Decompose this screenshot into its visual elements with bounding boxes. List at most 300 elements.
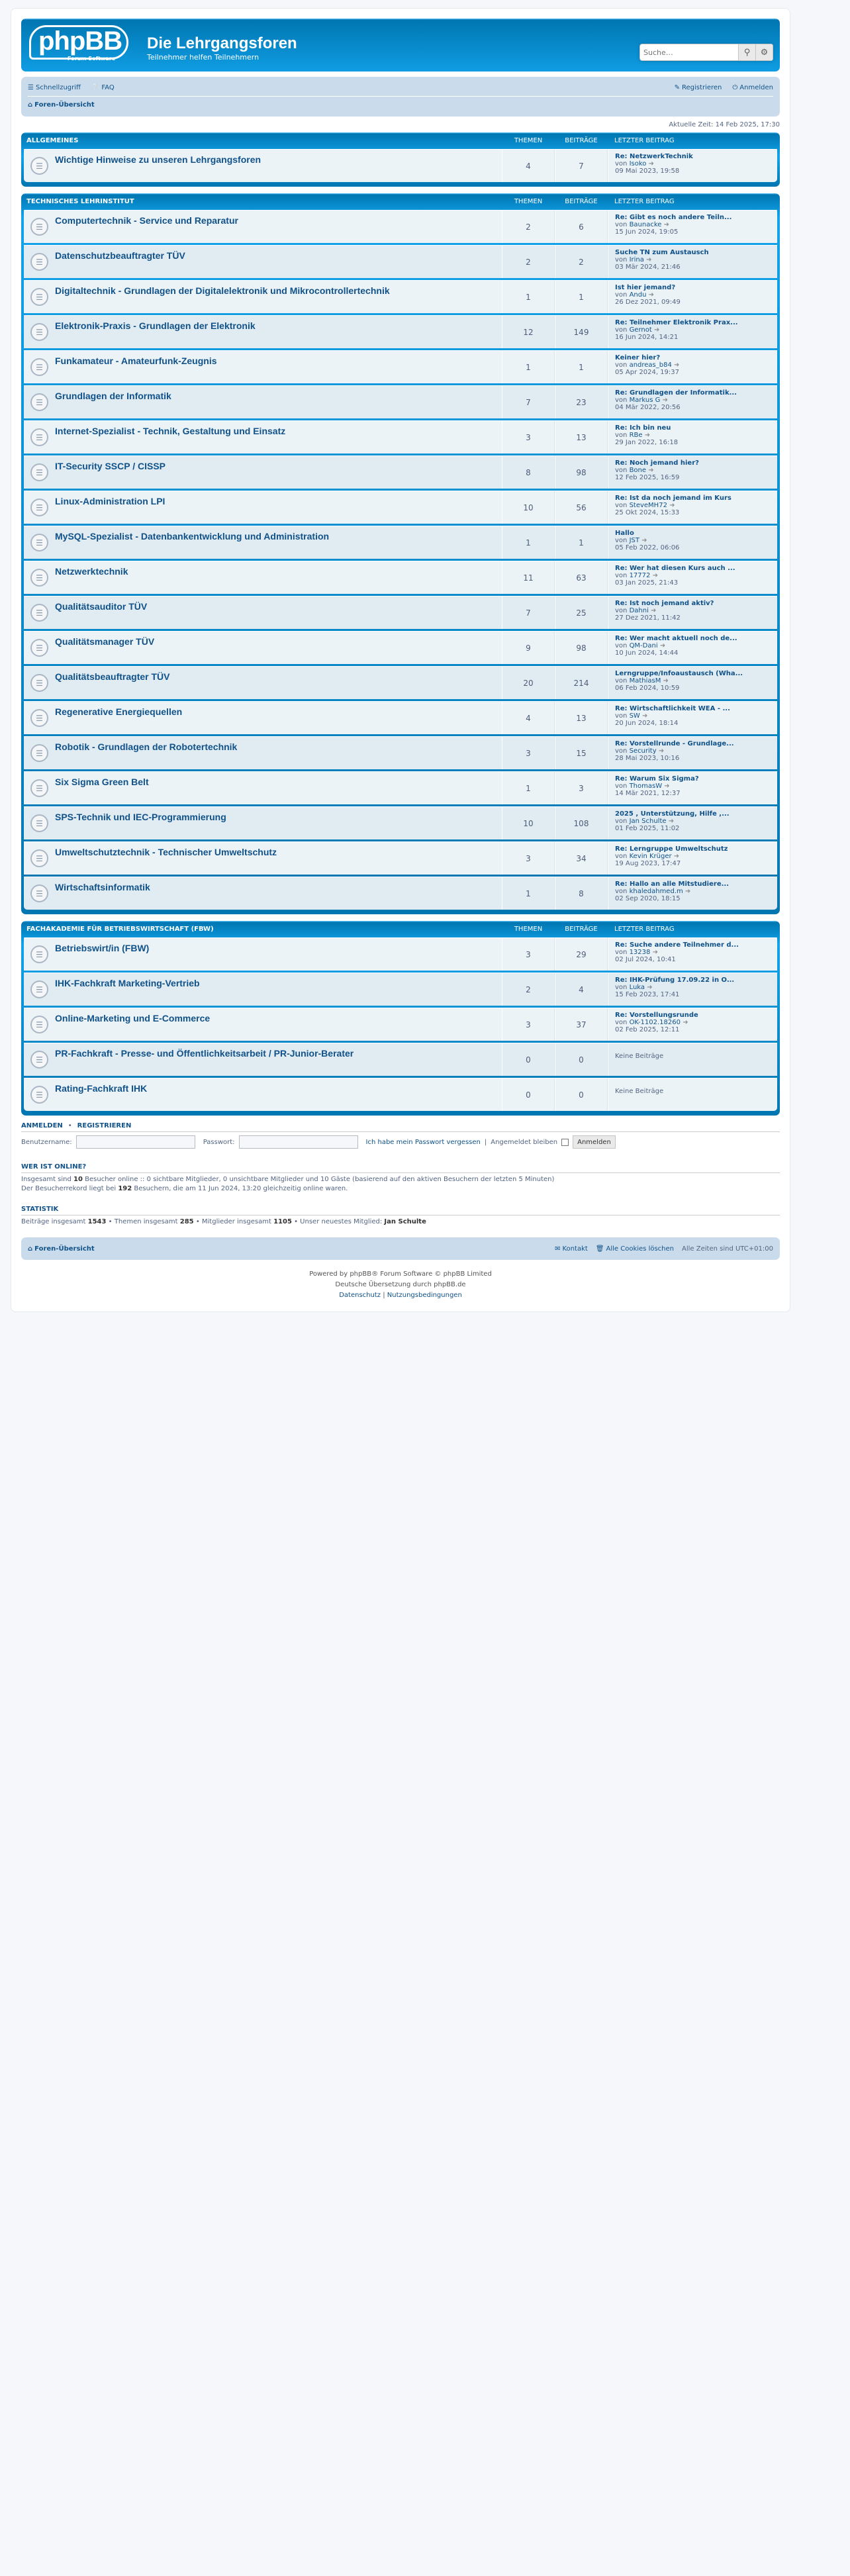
forum-category [21, 193, 780, 914]
forum-title-link[interactable]: PR-Fachkraft - Presse- und Öffentlichkeitsarbeit / PR-Junior-Berater [55, 1048, 354, 1059]
goto-post-icon[interactable]: ➜ [648, 467, 654, 474]
last-post-author-link[interactable]: andreas_b84 [629, 361, 672, 369]
forum-posts-count: 0 [555, 1078, 608, 1111]
forum-title-link[interactable]: Grundlagen der Informatik [55, 391, 171, 401]
by-label: von [615, 853, 628, 860]
forum-topics-count: 0 [502, 1078, 555, 1111]
last-post-author-link[interactable]: ThomasW [629, 783, 663, 790]
forum-row [24, 420, 777, 453]
username-field[interactable] [76, 1135, 195, 1149]
category-title[interactable]: TECHNISCHES LEHRINSTITUT [26, 197, 134, 205]
goto-post-icon[interactable]: ➜ [647, 984, 653, 991]
forum-read-icon: ☰ [30, 639, 48, 657]
by-label: von [615, 818, 628, 825]
goto-post-icon[interactable]: ➜ [683, 1019, 688, 1026]
last-post-date: 27 Dez 2021, 11:42 [615, 614, 681, 622]
forum-read-icon: ☰ [30, 1086, 48, 1104]
forum-topics-count: 3 [502, 737, 555, 769]
last-post [608, 421, 777, 453]
by-label: von [615, 160, 628, 167]
goto-post-icon[interactable]: ➜ [685, 888, 691, 895]
by-label: von [615, 984, 628, 991]
contact-link[interactable] [555, 1245, 588, 1253]
last-post [608, 938, 777, 971]
last-post-author-link[interactable]: Security [629, 747, 657, 755]
site-description: Teilnehmer helfen Teilnehmern [147, 53, 260, 62]
last-post [608, 491, 777, 524]
record-text-a: Der Besucherrekord liegt bei [21, 1185, 118, 1192]
col-last-header: LETZTER BEITRAG [614, 925, 675, 933]
forum-title-link[interactable]: Qualitätsmanager TÜV [55, 636, 155, 647]
forgot-password-link[interactable]: Ich habe mein Passwort vergessen [365, 1138, 481, 1146]
forum-title-link[interactable]: IHK-Fachkraft Marketing-Vertrieb [55, 978, 200, 988]
gear-icon: ⚙ [760, 47, 769, 58]
last-post-title-link[interactable]: Re: IHK-Prüfung 17.09.22 in O... [615, 977, 735, 984]
forum-row [24, 526, 777, 559]
last-post-title-link[interactable]: Lerngruppe/Infoaustausch (Wha... [615, 670, 743, 677]
current-time: Aktuelle Zeit: 14 Feb 2025, 17:30 [669, 121, 780, 128]
forum-read-icon: ☰ [30, 744, 48, 762]
last-post [608, 150, 777, 182]
forum-posts-count: 56 [555, 491, 608, 524]
header-bar [21, 19, 780, 72]
edit-icon: ✎ [674, 83, 681, 91]
who-online-text-b: Besucher online :: 0 sichtbare Mitglieder, 0 unsichtbare Mitglieder und 10 Gäste (basierend auf den aktiven Besuchern der letzten 5 Minuten) [82, 1176, 555, 1183]
last-post-date: 19 Aug 2023, 17:47 [615, 860, 681, 867]
by-label: von [615, 361, 628, 369]
last-post [608, 561, 777, 594]
last-post-author-link[interactable]: Andu [629, 291, 647, 299]
last-post [608, 246, 777, 278]
col-last-header: LETZTER BEITRAG [614, 197, 675, 205]
no-posts-text: Keine Beiträge [615, 1053, 664, 1060]
forum-title-link[interactable]: Qualitätsbeauftragter TÜV [55, 671, 170, 682]
forum-title-link[interactable]: Betriebswirt/in (FBW) [55, 943, 150, 953]
forum-posts-count: 34 [555, 842, 608, 875]
forum-topics-count: 7 [502, 386, 555, 418]
password-field[interactable] [239, 1135, 358, 1149]
forum-posts-count: 98 [555, 632, 608, 664]
last-post-author-link[interactable]: Dahni [629, 607, 649, 614]
forum-title-link[interactable]: Internet-Spezialist - Technik, Gestaltung und Einsatz [55, 426, 286, 436]
last-post-title-link[interactable]: Re: Wirtschaftlichkeit WEA - ... [615, 705, 730, 712]
last-post-author-link[interactable]: Luka [629, 984, 645, 991]
col-topics-header: THEMEN [514, 925, 543, 933]
last-post-author-link[interactable]: Irina [629, 256, 644, 263]
last-post [608, 386, 777, 418]
navbar [21, 77, 780, 117]
last-post-author-link[interactable]: 13238 [629, 949, 651, 956]
forum-title-link[interactable]: Regenerative Energiequellen [55, 706, 183, 717]
forum-title-link[interactable]: Six Sigma Green Belt [55, 777, 149, 787]
forum-row [24, 491, 777, 524]
forum-title-link[interactable]: Rating-Fachkraft IHK [55, 1083, 148, 1094]
last-post [608, 281, 777, 313]
site-title[interactable]: Die Lehrgangsforen [147, 34, 297, 52]
col-posts-header: BEITRÄGE [565, 197, 598, 205]
last-post-date: 03 Mär 2024, 21:46 [615, 263, 681, 271]
last-post-title-link[interactable]: 2025 , Unterstützung, Hilfe ,... [615, 810, 730, 818]
goto-post-icon[interactable]: ➜ [652, 949, 658, 956]
last-post-author-link[interactable]: SteveMH72 [629, 502, 667, 509]
by-label: von [615, 607, 628, 614]
forum-posts-count: 7 [555, 150, 608, 182]
newest-member-link[interactable]: Jan Schulte [384, 1218, 426, 1225]
goto-post-icon[interactable]: ➜ [652, 572, 658, 579]
forum-title-link[interactable]: Wirtschaftsinformatik [55, 882, 150, 892]
last-post [608, 772, 777, 804]
register-label: Registrieren [682, 83, 722, 91]
login-link[interactable] [732, 84, 773, 91]
search-icon: ⚲ [743, 47, 751, 58]
goto-post-icon[interactable]: ➜ [653, 326, 660, 334]
last-post [608, 702, 777, 734]
category-title[interactable]: FACHAKADEMIE FÜR BETRIEBSWIRTSCHAFT (FBW) [26, 925, 214, 933]
forum-read-icon: ☰ [30, 218, 48, 236]
goto-post-icon[interactable]: ➜ [673, 853, 680, 860]
forum-read-icon: ☰ [30, 674, 48, 692]
forum-read-icon: ☰ [30, 393, 48, 411]
forum-row [24, 806, 777, 839]
last-post [608, 526, 777, 559]
forum-topics-count: 2 [502, 211, 555, 243]
separator: | [484, 1138, 487, 1146]
home-icon: ⌂ [28, 101, 33, 109]
forum-read-icon: ☰ [30, 980, 48, 998]
forum-topics-count: 8 [502, 456, 555, 489]
forum-posts-count: 0 [555, 1043, 608, 1076]
login-links [21, 1122, 780, 1129]
forum-category [21, 132, 780, 187]
logo-text: phpBB [38, 26, 122, 56]
forum-title-link[interactable]: IT-Security SSCP / CISSP [55, 461, 166, 471]
separator: • [68, 1122, 72, 1129]
forum-posts-count: 37 [555, 1008, 608, 1041]
forum-row [24, 245, 777, 278]
last-post-title-link[interactable]: Re: Lerngruppe Umweltschutz [615, 845, 728, 853]
forum-row [24, 771, 777, 804]
forum-posts-count: 149 [555, 316, 608, 348]
forum-row [24, 210, 777, 243]
forum-title-link[interactable]: Computertechnik - Service und Reparatur [55, 215, 238, 226]
forum-row [24, 1008, 777, 1041]
goto-post-icon[interactable]: ➜ [659, 642, 666, 649]
last-post [608, 973, 777, 1006]
last-post-title-link[interactable]: Re: Warum Six Sigma? [615, 775, 699, 783]
copyright [21, 1269, 780, 1301]
forum-topics-count: 4 [502, 150, 555, 182]
col-posts-header: BEITRÄGE [565, 925, 598, 933]
forum-row [24, 315, 777, 348]
by-label: von [615, 747, 628, 755]
goto-post-icon[interactable]: ➜ [648, 160, 654, 167]
goto-post-icon[interactable]: ➜ [642, 712, 648, 720]
powered-by: Powered by phpBB® Forum Software © phpBB Limited [309, 1270, 492, 1278]
forum-read-icon: ☰ [30, 288, 48, 306]
goto-post-icon[interactable]: ➜ [669, 502, 675, 509]
last-post-title-link[interactable]: Re: Gibt es noch andere Teiln... [615, 214, 732, 221]
last-post-title-link[interactable]: Re: Wer macht aktuell noch de... [615, 635, 737, 642]
forum-title-link[interactable]: Qualitätsauditor TÜV [55, 601, 148, 612]
search-button[interactable] [739, 44, 756, 61]
last-post-author-link[interactable]: QM-Dani [629, 642, 658, 649]
last-post-author-link[interactable]: Baunacke [629, 221, 662, 228]
register-header-link[interactable]: REGISTRIEREN [77, 1122, 132, 1129]
forum-title-link[interactable]: Wichtige Hinweise zu unseren Lehrgangsforen [55, 154, 261, 165]
forum-row [24, 937, 777, 971]
stat-members: 1105 [273, 1218, 292, 1225]
last-post-title-link[interactable]: Suche TN zum Austausch [615, 249, 709, 256]
last-post-title-link[interactable]: Re: Vorstellrunde - Grundlage... [615, 740, 734, 747]
forum-title-link[interactable]: Netzwerktechnik [55, 566, 128, 577]
forum-read-icon: ☰ [30, 849, 48, 867]
goto-post-icon[interactable]: ➜ [641, 537, 647, 544]
forum-row [24, 350, 777, 383]
forum-posts-count: 108 [555, 807, 608, 839]
last-post [608, 316, 777, 348]
forum-row [24, 666, 777, 699]
forum-title-link[interactable]: Robotik - Grundlagen der Robotertechnik [55, 741, 238, 752]
quicklinks-menu[interactable] [28, 84, 81, 91]
terms-link[interactable]: Nutzungsbedingungen [387, 1292, 462, 1299]
forum-posts-count: 2 [555, 246, 608, 278]
category-title[interactable]: ALLGEMEINES [26, 136, 79, 144]
by-label: von [615, 537, 628, 544]
forum-posts-count: 23 [555, 386, 608, 418]
last-post [608, 667, 777, 699]
forum-topics-count: 10 [502, 807, 555, 839]
last-post-date: 12 Feb 2025, 16:59 [615, 474, 680, 481]
last-post-title-link[interactable]: Re: Grundlagen der Informatik... [615, 389, 737, 397]
forum-title-link[interactable]: SPS-Technik und IEC-Programmierung [55, 812, 226, 822]
who-online-text-a: Insgesamt sind [21, 1176, 74, 1183]
who-online-text [21, 1175, 780, 1194]
last-post-title-link[interactable]: Re: Noch jemand hier? [615, 459, 699, 467]
category-header [24, 195, 777, 208]
forum-row [24, 1078, 777, 1111]
last-post-title-link[interactable]: Re: Wer hat diesen Kurs auch ... [615, 565, 735, 572]
forum-topics-count: 9 [502, 632, 555, 664]
last-post-title-link[interactable]: Re: Ist da noch jemand im Kurs [615, 495, 732, 502]
last-post-title-link[interactable]: Ist hier jemand? [615, 284, 676, 291]
goto-post-icon[interactable]: ➜ [663, 677, 669, 685]
forum-topics-count: 12 [502, 316, 555, 348]
category-header [24, 134, 777, 147]
last-post-author-link[interactable]: SW [629, 712, 640, 720]
last-post-author-link[interactable]: Bone [629, 467, 647, 474]
last-post-title-link[interactable]: Re: Suche andere Teilnehmer d... [615, 941, 739, 949]
statistics-text [21, 1217, 780, 1227]
last-post-date: 29 Jan 2022, 16:18 [615, 439, 679, 446]
power-icon: ⏻ [732, 83, 738, 91]
forum-posts-count: 1 [555, 526, 608, 559]
login-submit-button[interactable]: Anmelden [573, 1135, 616, 1149]
goto-post-icon[interactable]: ➜ [648, 291, 655, 299]
goto-post-icon[interactable]: ➜ [644, 432, 651, 439]
col-topics-header: THEMEN [514, 197, 543, 205]
forum-row [24, 385, 777, 418]
last-post [608, 877, 777, 910]
breadcrumb-label: Foren-Übersicht [34, 101, 95, 109]
last-post-author-link[interactable]: JST [629, 537, 639, 544]
last-post-author-link[interactable]: Jan Schulte [629, 818, 667, 825]
forum-read-icon: ☰ [30, 884, 48, 902]
forum-read-icon: ☰ [30, 534, 48, 551]
forum-topics-count: 2 [502, 246, 555, 278]
timezone-text: Alle Zeiten sind UTC+01:00 [682, 1245, 773, 1253]
stat-topics-label: • Themen insgesamt [106, 1218, 180, 1225]
last-post-author-link[interactable]: khaledahmed.m [629, 888, 683, 895]
privacy-link[interactable]: Datenschutz [339, 1292, 381, 1299]
trash-icon: 🗑 [595, 1245, 604, 1253]
by-label: von [615, 712, 628, 720]
faq-link[interactable] [91, 84, 115, 91]
forum-read-icon: ☰ [30, 1016, 48, 1033]
forum-topics-count: 3 [502, 1008, 555, 1041]
translation-credit: Deutsche Übersetzung durch phpBB.de [335, 1281, 466, 1288]
last-post-date: 06 Feb 2024, 10:59 [615, 685, 680, 692]
remember-checkbox[interactable] [561, 1139, 569, 1146]
last-post-date: 02 Jul 2024, 10:41 [615, 956, 676, 963]
forum-read-icon: ☰ [30, 779, 48, 797]
last-post-date: 09 Mai 2023, 19:58 [615, 167, 680, 175]
last-post [608, 456, 777, 489]
by-label: von [615, 502, 628, 509]
goto-post-icon[interactable]: ➜ [646, 256, 652, 263]
goto-post-icon[interactable]: ➜ [658, 747, 665, 755]
last-post-title-link[interactable]: Re: Ich bin neu [615, 424, 671, 432]
by-label: von [615, 888, 628, 895]
last-post-title-link[interactable]: Keiner hier? [615, 354, 661, 361]
breadcrumb-home[interactable] [28, 101, 95, 109]
question-icon: ❔ [91, 83, 100, 91]
by-label: von [615, 256, 628, 263]
by-label: von [615, 432, 628, 439]
col-last-header: LETZTER BEITRAG [614, 136, 675, 144]
by-label: von [615, 572, 628, 579]
by-label: von [615, 783, 628, 790]
last-post-title-link[interactable]: Hallo [615, 530, 634, 537]
last-post-date: 15 Feb 2023, 17:41 [615, 991, 680, 998]
last-post-author-link[interactable]: OK-1102.18260 [629, 1019, 681, 1026]
last-post-title-link[interactable]: Re: Vorstellungsrunde [615, 1012, 698, 1019]
forum-read-icon: ☰ [30, 945, 48, 963]
forum-topics-count: 3 [502, 842, 555, 875]
stat-members-label: • Mitglieder insgesamt [193, 1218, 274, 1225]
forum-read-icon: ☰ [30, 709, 48, 727]
last-post-date: 05 Apr 2024, 19:37 [615, 369, 680, 376]
search-input[interactable] [639, 44, 739, 61]
forum-posts-count: 25 [555, 596, 608, 629]
goto-post-icon[interactable]: ➜ [651, 607, 657, 614]
last-post-title-link[interactable]: Re: NetzwerkTechnik [615, 153, 693, 160]
last-post-author-link[interactable]: Isoko [629, 160, 647, 167]
forum-title-link[interactable]: Online-Marketing und E-Commerce [55, 1013, 211, 1024]
forum-title-link[interactable]: Umweltschutztechnik - Technischer Umweltschutz [55, 847, 277, 857]
forum-posts-count: 6 [555, 211, 608, 243]
forum-title-link[interactable]: Linux-Administration LPI [55, 496, 165, 506]
footer-navbar [21, 1237, 780, 1260]
by-label: von [615, 467, 628, 474]
goto-post-icon[interactable]: ➜ [663, 221, 670, 228]
by-label: von [615, 291, 628, 299]
last-post-date: 02 Sep 2020, 18:15 [615, 895, 681, 902]
forum-title-link[interactable]: MySQL-Spezialist - Datenbankentwicklung und Administration [55, 531, 330, 542]
footer-breadcrumb-home[interactable] [28, 1245, 95, 1253]
last-post-author-link[interactable]: Markus G [629, 397, 661, 404]
last-post [608, 596, 777, 629]
who-online-title[interactable]: WER IST ONLINE? [21, 1163, 780, 1173]
record-count: 192 [118, 1185, 132, 1192]
last-post-author-link[interactable]: Gernot [629, 326, 652, 334]
last-post-title-link[interactable]: Re: Ist noch jemand aktiv? [615, 600, 714, 607]
by-label: von [615, 1019, 628, 1026]
goto-post-icon[interactable]: ➜ [664, 783, 670, 790]
forum-read-icon: ☰ [30, 323, 48, 341]
site-logo[interactable] [29, 25, 138, 64]
separator: | [383, 1292, 385, 1299]
last-post-date: 03 Jan 2025, 21:43 [615, 579, 679, 587]
forum-posts-count: 4 [555, 973, 608, 1006]
online-count: 10 [73, 1176, 83, 1183]
forum-title-link[interactable]: Elektronik-Praxis - Grundlagen der Elektronik [55, 320, 256, 331]
search-box [639, 44, 773, 61]
last-post-title-link[interactable]: Re: Hallo an alle Mitstudiere... [615, 881, 729, 888]
forum-title-link[interactable]: Funkamateur - Amateurfunk-Zeugnis [55, 356, 217, 366]
forum-title-link[interactable]: Datenschutzbeauftragter TÜV [55, 250, 185, 261]
last-post-author-link[interactable]: MathiasM [629, 677, 661, 685]
last-post [608, 211, 777, 243]
last-post [608, 807, 777, 839]
by-label: von [615, 326, 628, 334]
last-post-date: 04 Mär 2022, 20:56 [615, 404, 681, 411]
forum-row [24, 631, 777, 664]
forum-row [24, 701, 777, 734]
last-post-date: 10 Jun 2024, 14:44 [615, 649, 679, 657]
forum-topics-count: 20 [502, 667, 555, 699]
last-post [608, 842, 777, 875]
goto-post-icon[interactable]: ➜ [662, 397, 668, 404]
by-label: von [615, 949, 628, 956]
login-header-link[interactable]: ANMELDEN [21, 1122, 63, 1129]
forum-topics-count: 1 [502, 526, 555, 559]
forum-posts-count: 29 [555, 938, 608, 971]
last-post-author-link[interactable]: 17772 [629, 572, 651, 579]
goto-post-icon[interactable]: ➜ [674, 361, 680, 369]
forum-list [21, 132, 780, 1116]
last-post-author-link[interactable]: RBe [629, 432, 643, 439]
stat-topics: 285 [179, 1218, 194, 1225]
forum-read-icon: ☰ [30, 253, 48, 271]
last-post-author-link[interactable]: Kevin Krüger [629, 853, 672, 860]
forum-read-icon: ☰ [30, 428, 48, 446]
advanced-search-button[interactable] [756, 44, 773, 61]
forum-posts-count: 63 [555, 561, 608, 594]
forum-posts-count: 8 [555, 877, 608, 910]
last-post-title-link[interactable]: Re: Teilnehmer Elektronik Prax... [615, 319, 738, 326]
password-label: Passwort: [203, 1138, 235, 1146]
last-post [608, 632, 777, 664]
register-link[interactable] [675, 84, 722, 91]
goto-post-icon[interactable]: ➜ [668, 818, 675, 825]
delete-cookies-link[interactable] [596, 1245, 674, 1253]
forum-topics-count: 1 [502, 772, 555, 804]
forum-read-icon: ☰ [30, 463, 48, 481]
forum-title-link[interactable]: Digitaltechnik - Grundlagen der Digitalelektronik und Mikrocontrollertechnik [55, 285, 390, 296]
by-label: von [615, 221, 628, 228]
footer-breadcrumb-label: Foren-Übersicht [34, 1245, 95, 1253]
forum-posts-count: 1 [555, 351, 608, 383]
